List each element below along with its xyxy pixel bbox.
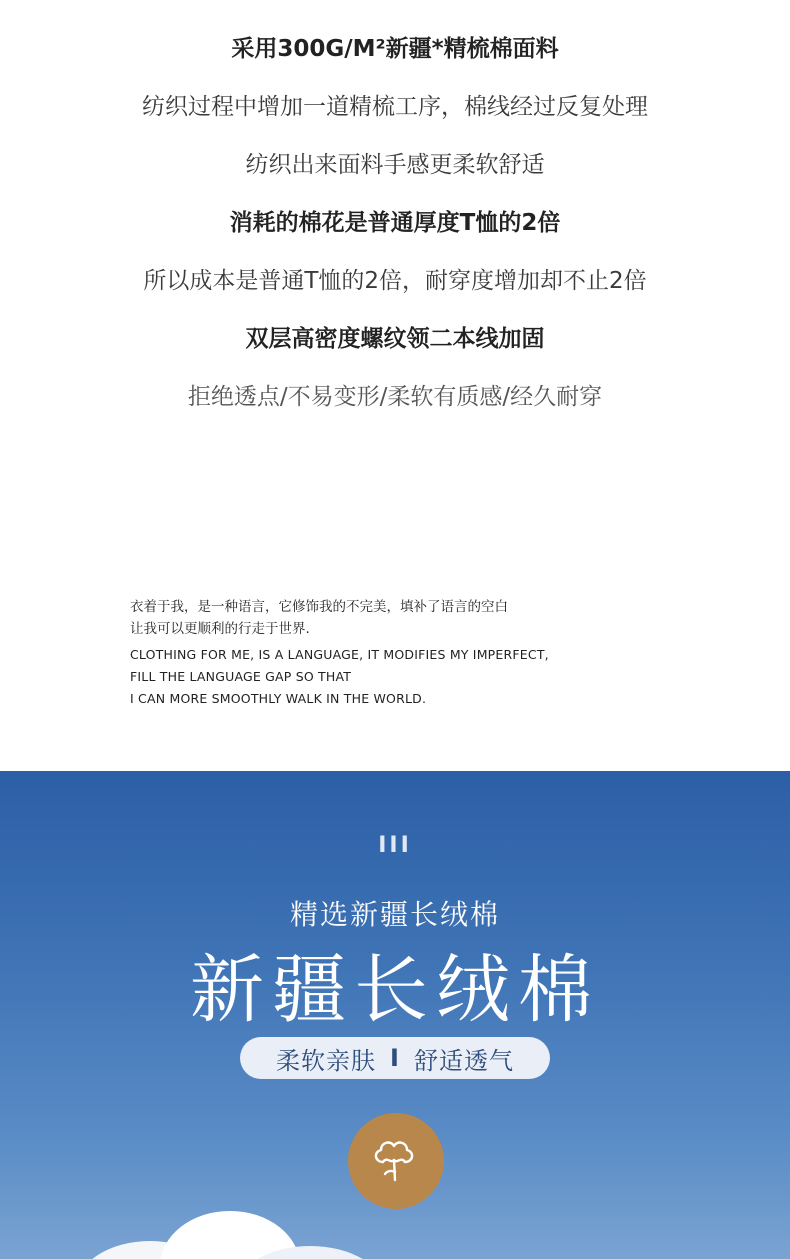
feature-pill [240,1037,550,1079]
banner-title: 新疆长绒棉 [190,947,600,1033]
feature-line-cotton-usage: 消耗的棉花是普通厚度T恤的2倍 [229,210,561,236]
quote-zh-line-1: 衣着于我，是一种语言，它修饰我的不完美，填补了语言的空白 [130,599,508,615]
quote-zh-line-2: 让我可以更顺利的行走于世界. [130,621,310,637]
quote-en-line-2: FILL THE LANGUAGE GAP SO THAT [130,669,352,684]
pill-left-label: 柔软亲肤 [276,1046,377,1075]
banner-subtitle: 精选新疆长绒棉 [289,898,500,931]
cotton-badge [348,1113,444,1209]
pill-right-label: 舒适透气 [413,1046,514,1075]
feature-line-cost: 所以成本是普通T恤的2倍，耐穿度增加却不止2倍 [143,268,647,294]
feature-line-collar: 双层高密度螺纹领二本线加固 [245,326,545,352]
feature-line-fabric: 采用300G/M²新疆*精梳棉面料 [231,36,559,62]
section-number-mark: III [378,833,412,858]
quote-en-line-1: CLOTHING FOR ME, IS A LANGUAGE, IT MODIFIES MY IMPERFECT, [130,647,549,662]
quote-en-line-3: I CAN MORE SMOOTHLY WALK IN THE WORLD. [130,691,427,706]
feature-line-benefits: 拒绝透点/不易变形/柔软有质感/经久耐穿 [187,384,603,410]
cotton-flower-icon [365,1130,427,1192]
feature-line-softness: 纺织出来面料手感更柔软舒适 [245,152,545,178]
pill-separator: I [390,1044,400,1072]
feature-line-process: 纺织过程中增加一道精梳工序，棉线经过反复处理 [142,94,648,120]
brand-quote [130,596,690,710]
cotton-banner [0,771,790,1259]
